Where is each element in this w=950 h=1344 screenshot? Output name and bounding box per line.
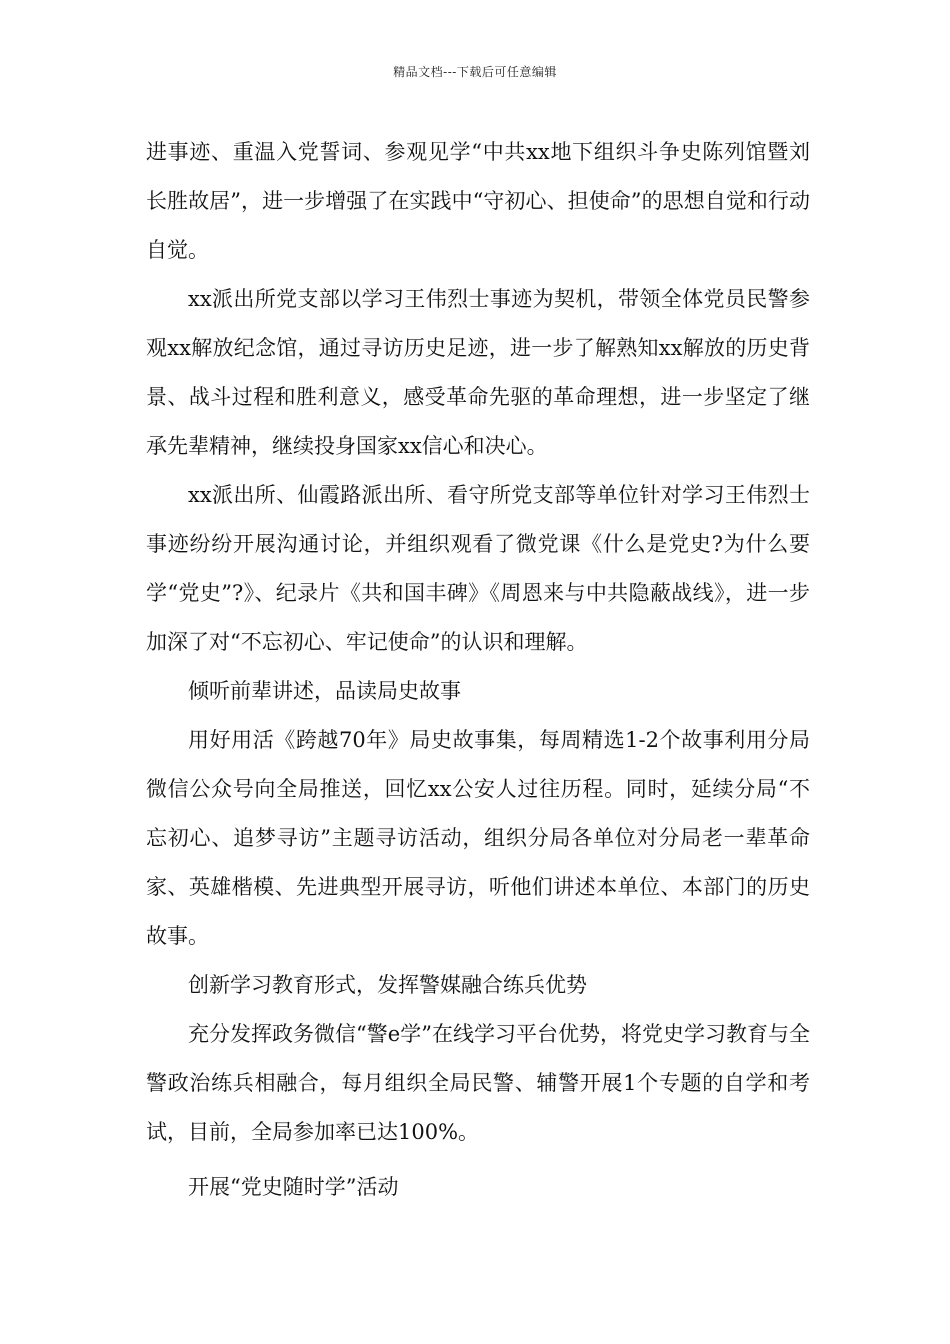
paragraph-continuation: 进事迹、重温入党誓词、参观见学“中共xx地下组织斗争史陈列馆暨刘长胜故居”，进一步增强了在实践中“守初心、担使命”的思想自觉和行动自觉。: [146, 140, 810, 262]
paragraph-body: 用好用活《跨越70年》局史故事集，每周精选1-2个故事利用分局微信公众号向全局推送，回忆xx公安人过往历程。同时，延续分局“不忘初心、追梦寻访”主题寻访活动，组织分局各单位对分局老一辈革命家、英雄楷模、先进典型开展寻访，听他们讲述本单位、本部门的历史故事。: [146, 728, 810, 948]
paragraph-body: 充分发挥政务微信“警e学”在线学习平台优势，将党史学习教育与全警政治练兵相融合，每月组织全局民警、辅警开展1个专题的自学和考试，目前，全局参加率已达100%。: [146, 1022, 810, 1144]
document-body: [146, 128, 810, 1212]
section-heading: 倾听前辈讲述，品读局史故事: [188, 679, 461, 703]
section-heading: 开展“党史随时学”活动: [188, 1175, 399, 1199]
paragraph-body: xx派出所党支部以学习王伟烈士事迹为契机，带领全体党员民警参观xx解放纪念馆，通过寻访历史足迹，进一步了解熟知xx解放的历史背景、战斗过程和胜利意义，感受革命先驱的革命理想，进一步坚定了继承先辈精神，继续投身国家xx信心和决心。: [146, 287, 810, 458]
section-heading: 创新学习教育形式，发挥警媒融合练兵优势: [188, 973, 587, 997]
paragraph-body: xx派出所、仙霞路派出所、看守所党支部等单位针对学习王伟烈士事迹纷纷开展沟通讨论，并组织观看了微党课《什么是党史?为什么要学“党史”?》、纪录片《共和国丰碑》《周恩来与中共隐蔽战线》，进一步加深了对“不忘初心、牢记使命”的认识和理解。: [146, 483, 810, 654]
page-header: 精品文档---下载后可任意编辑: [393, 65, 557, 79]
